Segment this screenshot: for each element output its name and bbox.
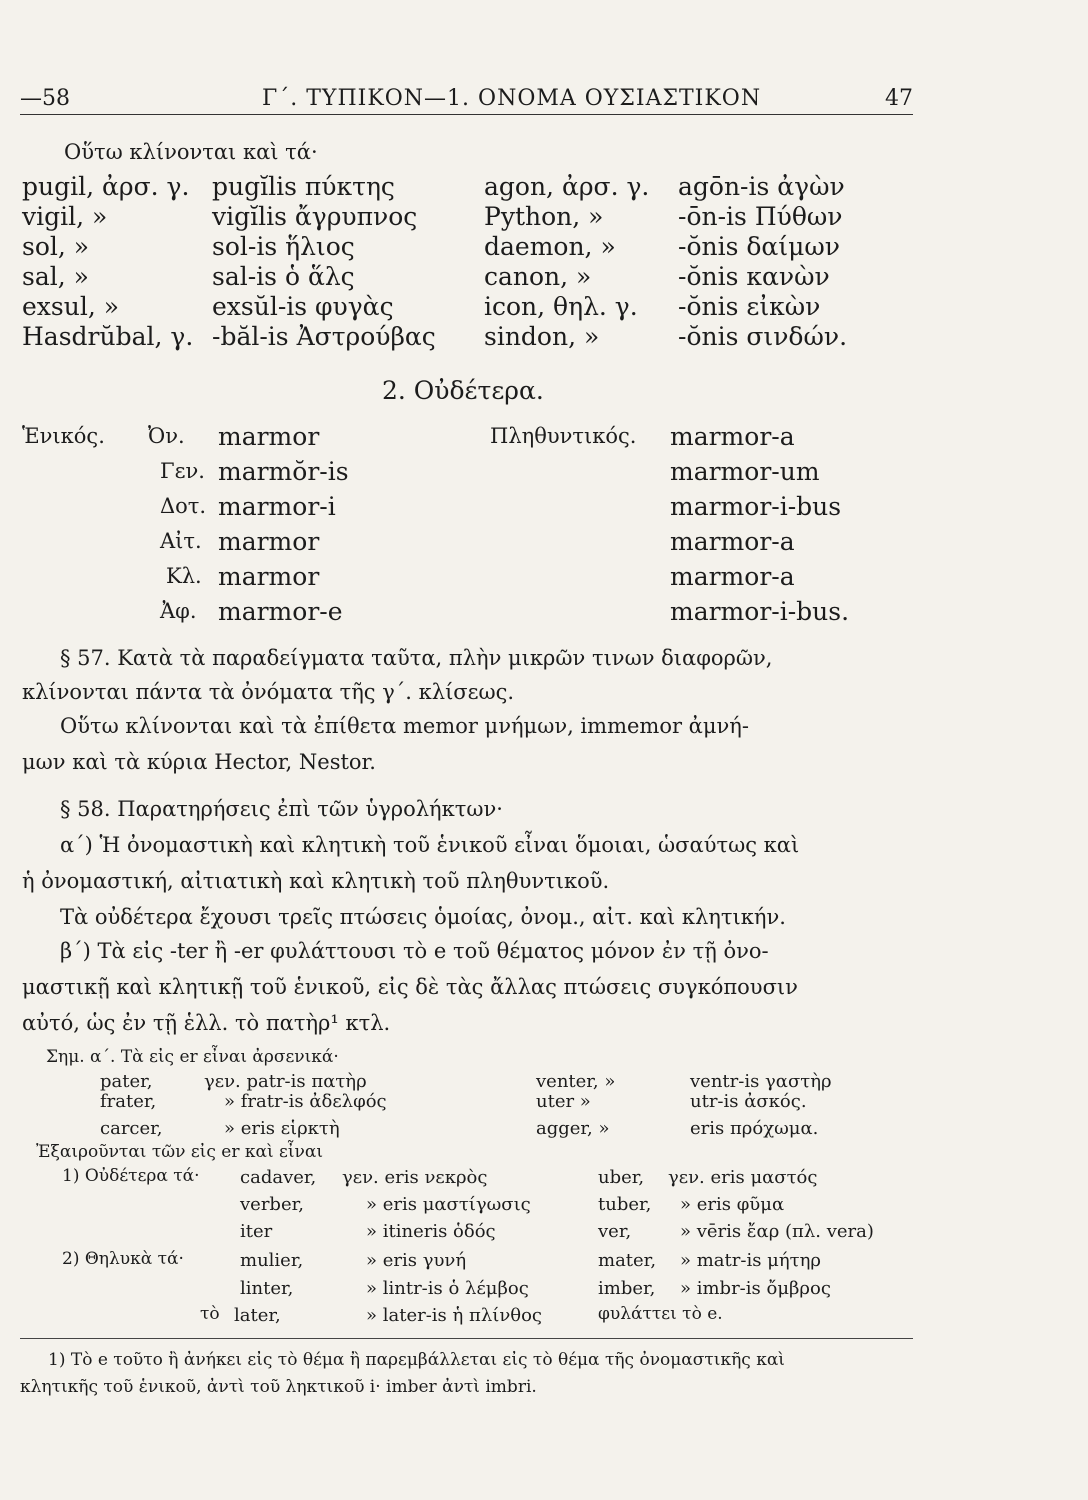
- list-item: sol-is ἥλιος: [212, 232, 355, 261]
- footnote-line: 1) Τὸ e τοῦτο ἢ ἀνήκει εἰς τὸ θέμα ἢ παρεμβάλλεται εἰς τὸ θέμα τῆς ὀνομαστικῆς καὶ: [48, 1350, 785, 1370]
- list-item: sindon, »: [484, 322, 600, 351]
- singular-form: marmor-i: [218, 492, 336, 521]
- list-item: -ōn-is Πύθων: [678, 202, 843, 231]
- exception-gloss: » eris μαστίγωσις: [366, 1194, 531, 1215]
- exception-group-label: 1) Οὐδέτερα τά·: [62, 1166, 200, 1186]
- exception-word: ver,: [598, 1221, 632, 1242]
- exception-gloss: » eris φῦμα: [680, 1194, 785, 1215]
- exception-word: mulier,: [240, 1250, 304, 1271]
- case-label: Ὀν.: [148, 424, 185, 448]
- exception-gloss: » later-is ἡ πλίνθος: [366, 1305, 543, 1326]
- paragraph-57-line: μων καὶ τὰ κύρια Hector, Nestor.: [22, 750, 376, 774]
- exception-word: later,: [234, 1305, 281, 1326]
- left-page-number: —58: [20, 86, 70, 111]
- case-label: Ἀφ.: [160, 599, 197, 623]
- list-item: sal, »: [22, 262, 89, 291]
- note-row-item: venter, »: [536, 1071, 616, 1092]
- list-item: Python, »: [484, 202, 604, 231]
- exception-gloss: » matr-is μήτηρ: [680, 1250, 821, 1271]
- singular-label: Ἑνικός.: [22, 424, 105, 448]
- exception-gloss: » itineris ὁδός: [366, 1221, 496, 1242]
- plural-form: marmor-i-bus.: [670, 597, 850, 626]
- footnote-line: κλητικῆς τοῦ ἑνικοῦ, ἀντὶ τοῦ ληκτικοῦ i· imber ἀντὶ imbri.: [20, 1377, 537, 1397]
- exception-gloss: » lintr-is ὁ λέμβος: [366, 1278, 529, 1299]
- list-item: agon, ἀρσ. γ.: [484, 172, 650, 201]
- note-row-item: agger, »: [536, 1118, 610, 1139]
- plural-label: Πληθυντικός.: [490, 424, 637, 448]
- list-item: vigĭlis ἄγρυπνος: [212, 202, 418, 231]
- paragraph-58-line: § 58. Παρατηρήσεις ἐπὶ τῶν ὑγρολήκτων·: [60, 797, 503, 821]
- singular-form: marmor: [218, 527, 320, 556]
- exception-word: iter: [240, 1221, 273, 1242]
- case-label: Κλ.: [166, 564, 202, 588]
- note-row-item: » fratr-is ἀδελφός: [224, 1091, 387, 1112]
- exception-word: cadaver,: [240, 1167, 317, 1188]
- plural-form: marmor-a: [670, 527, 795, 556]
- list-item: sal-is ὁ ἅλς: [212, 262, 355, 291]
- note-title: Σημ. α΄. Τὰ εἰς er εἶναι ἀρσενικά·: [46, 1047, 339, 1067]
- list-item: canon, »: [484, 262, 592, 291]
- right-page-number: 47: [885, 86, 913, 111]
- case-label: Δοτ.: [160, 494, 207, 518]
- plural-form: marmor-a: [670, 562, 795, 591]
- singular-form: marmor: [218, 562, 320, 591]
- list-item: daemon, »: [484, 232, 616, 261]
- note-row-item: » eris εἱρκτὴ: [224, 1118, 340, 1139]
- note-row-item: eris πρόχωμα.: [690, 1118, 819, 1139]
- paragraph-57-line: Οὕτω κλίνονται καὶ τὰ ἐπίθετα memor μνήμων, immemor ἀμνή-: [60, 714, 749, 738]
- list-item: exsul, »: [22, 292, 120, 321]
- paragraph-58-line: α΄) Ἡ ὀνομαστικὴ καὶ κλητικὴ τοῦ ἑνικοῦ εἶναι ὅμοιαι, ὡσαύτως καὶ: [60, 833, 800, 857]
- list-item: exsŭl-is φυγὰς: [212, 292, 394, 321]
- list-item: vigil, »: [22, 202, 108, 231]
- footnote-divider: [20, 1338, 913, 1339]
- paragraph-57-line: κλίνονται πάντα τὰ ὀνόματα τῆς γ΄. κλίσεως.: [22, 680, 515, 704]
- plural-form: marmor-i-bus: [670, 492, 842, 521]
- list-item: pugil, ἀρσ. γ.: [22, 172, 190, 201]
- case-label: Αἰτ.: [160, 529, 202, 553]
- exception-gloss: » vēris ἔαρ (πλ. vera): [680, 1221, 874, 1242]
- note-row-item: pater,: [100, 1071, 153, 1092]
- list-item: pugĭlis πύκτης: [212, 172, 395, 201]
- exception-gloss: γεν. eris νεκρὸς: [342, 1167, 488, 1188]
- singular-form: marmor-e: [218, 597, 343, 626]
- exception-group-label: 2) Θηλυκὰ τά·: [62, 1249, 184, 1269]
- paragraph-58-line: Τὰ οὐδέτερα ἔχουσι τρεῖς πτώσεις ὁμοίας, ὀνομ., αἰτ. καὶ κλητικήν.: [60, 905, 786, 929]
- note-row-item: ventr-is γαστὴρ: [690, 1071, 832, 1092]
- note-row-item: utr-is ἀσκός.: [690, 1091, 807, 1112]
- note-row-item: uter »: [536, 1091, 591, 1112]
- plural-form: marmor-um: [670, 457, 820, 486]
- intro-line: Οὕτω κλίνονται καὶ τά·: [64, 140, 318, 164]
- paragraph-58-line: β΄) Τὰ εἰς -ter ἢ -er φυλάττουσι τὸ e τοῦ θέματος μόνον ἐν τῇ ὀνο-: [60, 939, 769, 963]
- exception-gloss: γεν. eris μαστός: [668, 1167, 818, 1188]
- section-title: 2. Οὐδέτερα.: [382, 376, 544, 405]
- note-row-item: frater,: [100, 1091, 157, 1112]
- plural-form: marmor-a: [670, 422, 795, 451]
- list-item: -băl-is Ἀστρούβας: [212, 322, 436, 351]
- list-item: -ŏnis εἰκὼν: [678, 292, 821, 321]
- exception-word: tuber,: [598, 1194, 652, 1215]
- list-item: sol, »: [22, 232, 90, 261]
- header-title: Γ΄. ΤΥΠΙΚΟΝ—1. ΟΝΟΜΑ ΟΥΣΙΑΣΤΙΚΟΝ: [262, 86, 762, 111]
- list-item: icon, θηλ. γ.: [484, 292, 638, 321]
- list-item: -ŏnis σινδών.: [678, 322, 848, 351]
- running-header: [20, 86, 913, 115]
- exception-group-label: τὸ: [200, 1304, 220, 1324]
- singular-form: marmor: [218, 422, 320, 451]
- exception-word: mater,: [598, 1250, 657, 1271]
- exception-gloss: » eris γυνή: [366, 1250, 467, 1271]
- exceptions-title: Ἐξαιροῦνται τῶν εἰς er καὶ εἶναι: [36, 1142, 323, 1162]
- list-item: -ŏnis κανὼν: [678, 262, 830, 291]
- paragraph-58-line: μαστικῇ καὶ κλητικῇ τοῦ ἑνικοῦ, εἰς δὲ τὰς ἄλλας πτώσεις συγκόπουσιν: [22, 975, 798, 999]
- paragraph-58-line: ἡ ὀνομαστική, αἰτιατικὴ καὶ κλητικὴ τοῦ πληθυντικοῦ.: [22, 869, 610, 893]
- exception-word: linter,: [240, 1278, 294, 1299]
- list-item: -ŏnis δαίμων: [678, 232, 840, 261]
- list-item: Hasdrŭbal, γ.: [22, 322, 194, 351]
- case-label: Γεν.: [160, 459, 205, 483]
- exception-note: φυλάττει τὸ e.: [598, 1304, 723, 1324]
- paragraph-57-line: § 57. Κατὰ τὰ παραδείγματα ταῦτα, πλὴν μικρῶν τινων διαφορῶν,: [60, 646, 773, 670]
- exception-word: uber,: [598, 1167, 645, 1188]
- singular-form: marmŏr-is: [218, 457, 349, 486]
- list-item: agōn-is ἀγὼν: [678, 172, 845, 201]
- paragraph-58-line: αὐτό, ὡς ἐν τῇ ἑλλ. τὸ πατὴρ¹ κτλ.: [22, 1011, 391, 1035]
- note-row-item: γεν. patr-is πατὴρ: [204, 1071, 367, 1092]
- exception-word: verber,: [240, 1194, 304, 1215]
- exception-word: imber,: [598, 1278, 656, 1299]
- exception-gloss: » imbr-is ὄμβρος: [680, 1278, 831, 1299]
- note-row-item: carcer,: [100, 1118, 163, 1139]
